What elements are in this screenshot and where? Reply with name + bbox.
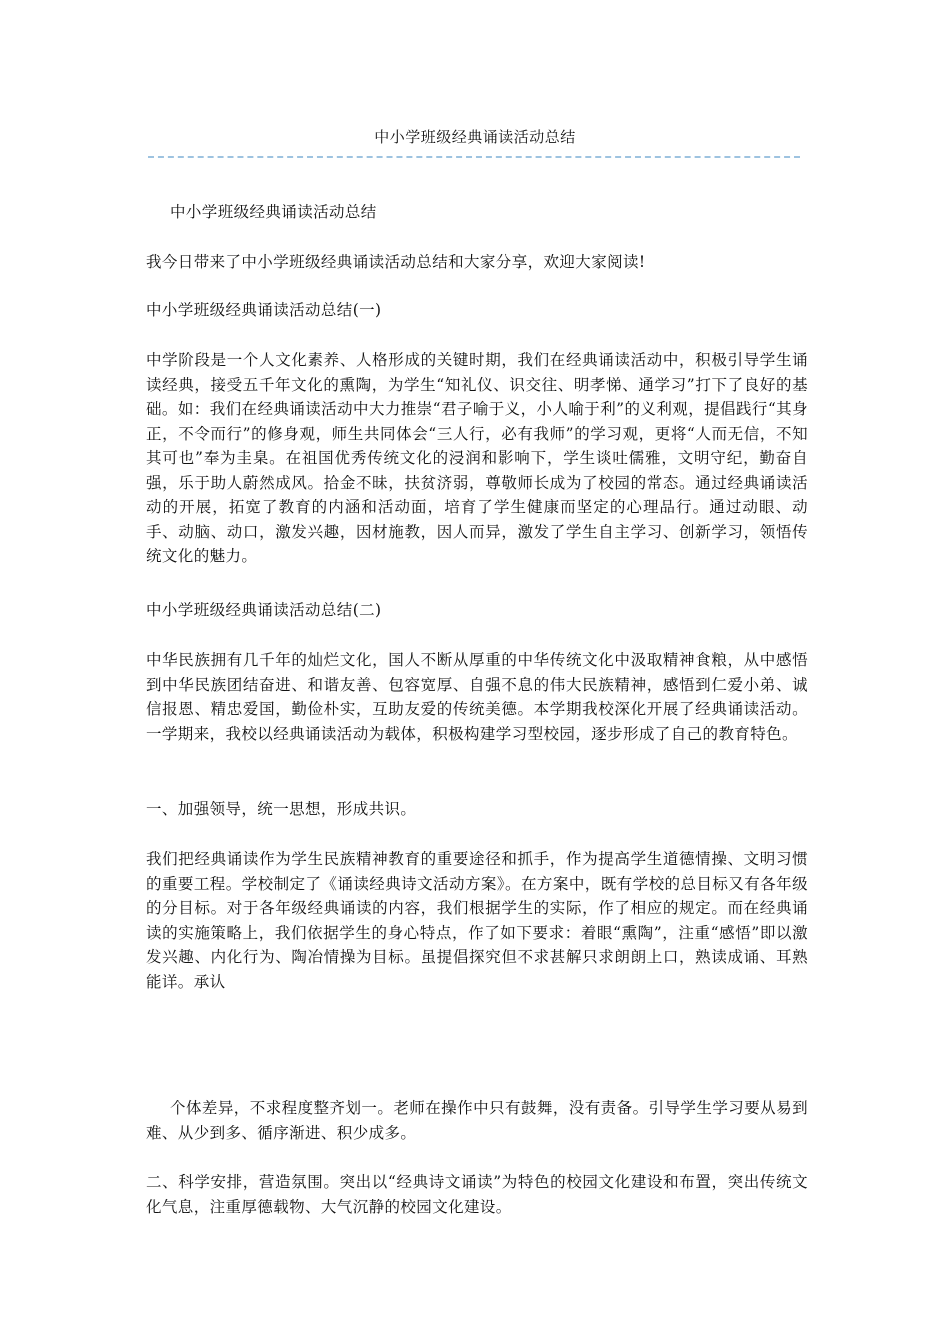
point1-body: 我们把经典诵读作为学生民族精神教育的重要途径和抓手，作为提高学生道德情操、文明习惯的重要工程。学校制定了《诵读经典诗文活动方案》。在方案中，既有学校的总目标又有各年级的分目标。对于各年级经典诵读的内容，我们根据学生的实际，作了相应的规定。而在经典诵读的实施策略上，我们依据学生的身心特点，作了如下要求：着眼“熏陶”，注重“感悟”即以激发兴趣、内化行为、陶冶情操为目标。虽提倡探究但不求甚解只求朗朗上口，熟读成诵、耳熟能详。承认 — [146, 850, 808, 991]
section1-heading: 中小学班级经典诵读活动总结(一) — [146, 301, 382, 319]
inner-title: 中小学班级经典诵读活动总结 — [170, 203, 377, 221]
title-divider — [148, 156, 800, 158]
point2-paragraph: 二、科学安排，营造氛围。突出以“经典诗文诵读”为特色的校园文化建设和布置，突出传统文化气息，注重厚德载物、大气沉静的校园文化建设。 — [146, 1173, 808, 1216]
continuation-paragraph: 个体差异，不求程度整齐划一。老师在操作中只有鼓舞，没有责备。引导学生学习要从易到难、从少到多、循序渐进、积少成多。 — [146, 1099, 808, 1142]
page-title: 中小学班级经典诵读活动总结 — [374, 128, 576, 146]
section2-body: 中华民族拥有几千年的灿烂文化，国人不断从厚重的中华传统文化中汲取精神食粮，从中感悟到中华民族团结奋进、和谐友善、包容宽厚、自强不息的伟大民族精神，感悟到仁爱小弟、诚信报恩、精忠爱国，勤俭朴实，互助友爱的传统美德。本学期我校深化开展了经典诵读活动。一学期来，我校以经典诵读活动为载体，积极构建学习型校园，逐步形成了自己的教育特色。 — [146, 651, 808, 743]
intro-paragraph: 我今日带来了中小学班级经典诵读活动总结和大家分享，欢迎大家阅读! — [146, 253, 646, 271]
point1-heading: 一、加强领导，统一思想，形成共识。 — [146, 800, 417, 818]
section2-heading: 中小学班级经典诵读活动总结(二) — [146, 601, 382, 619]
section1-body: 中学阶段是一个人文化素养、人格形成的关键时期，我们在经典诵读活动中，积极引导学生诵读经典，接受五千年文化的熏陶，为学生“知礼仪、识交往、明孝悌、通学习”打下了良好的基础。如：我们在经典诵读活动中大力推崇“君子喻于义，小人喻于利”的义利观，提倡践行“其身正，不令而行”的修身观，师生共同体会“三人行，必有我师”的学习观，更将“人而无信，不知其可也”奉为圭臬。在祖国优秀传统文化的浸润和影响下，学生谈吐儒雅，文明守纪，勤奋自强，乐于助人蔚然成风。拾金不昧，扶贫济弱，尊敬师长成为了校园的常态。通过经典诵读活动的开展，拓宽了教育的内涵和活动面，培育了学生健康而坚定的心理品行。通过动眼、动手、动脑、动口，激发兴趣，因材施教，因人而异，激发了学生自主学习、创新学习，领悟传统文化的魅力。 — [146, 351, 808, 565]
